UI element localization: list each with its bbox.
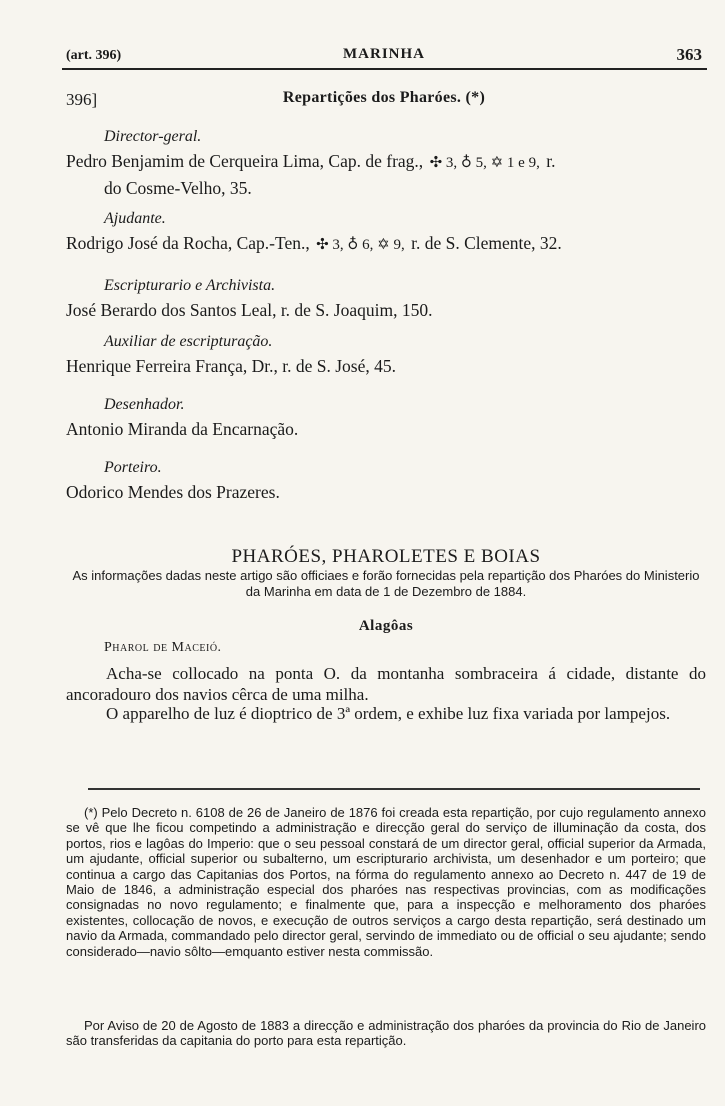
person-name: Odorico Mendes dos Prazeres.: [66, 482, 280, 502]
role-title: Desenhador.: [104, 396, 185, 413]
header-rule: [62, 68, 707, 70]
staff-entry: [66, 273, 706, 323]
person-name: Rodrigo José da Rocha, Cap.-Ten.,: [66, 233, 310, 253]
role-title: Porteiro.: [104, 459, 162, 476]
staff-entry: [66, 206, 706, 258]
staff-entry: [66, 124, 706, 201]
person-name: Henrique Ferreira França, Dr., r. de S. José, 45.: [66, 356, 396, 376]
decorations: ✣ 3, ♁ 5, ✡ 1 e 9,: [429, 155, 540, 171]
footnote-rule: [88, 788, 700, 790]
address-continuation: do Cosme-Velho, 35.: [104, 178, 252, 198]
lighthouse-paragraph: O apparelho de luz é dioptrico de 3ª ordem, e exhibe luz fixa variada por lampejos.: [106, 704, 671, 723]
address: r.: [546, 151, 556, 171]
role-title: Director-geral.: [104, 128, 202, 145]
header-article-ref: (art. 396): [66, 48, 122, 63]
address: r. de S. Clemente, 32.: [411, 233, 562, 253]
section-title: Repartições dos Pharóes.: [282, 89, 462, 106]
lighthouses-intro: As informações dadas neste artigo são officiaes e forão fornecidas pela repartição dos Pharóes do Ministerio da Marinha em data de 1 de Dezembro de 1884.: [72, 568, 700, 599]
lighthouse-name: Pharol de Maceió.: [104, 640, 222, 655]
role-title: Ajudante.: [104, 210, 166, 227]
person-name: José Berardo dos Santos Leal, r. de S. Joaquim, 150.: [66, 300, 433, 320]
section-number: 396]: [66, 90, 98, 109]
staff-entry: [66, 455, 706, 505]
decorations: ✣ 3, ♁ 6, ✡ 9,: [316, 237, 405, 253]
lighthouses-title: PHARÓES, PHAROLETES E BOIAS: [231, 546, 541, 567]
role-title: Auxiliar de escripturação.: [104, 333, 273, 350]
person-line: [66, 149, 706, 201]
role-title: Escripturario e Archivista.: [104, 277, 276, 294]
page-number: 363: [676, 45, 702, 64]
person-name: Antonio Miranda da Encarnação.: [66, 419, 299, 439]
footnote: Por Aviso de 20 de Agosto de 1883 a direcção e administração dos pharóes da provincia do Rio de Janeiro são transferidas da capitania do porto para esta repartição.: [66, 1018, 706, 1049]
lighthouse-paragraph: Acha-se collocado na ponta O. da montanha sombraceira á cidade, distante do ancoradouro dos navios cêrca de uma milha.: [66, 664, 706, 704]
person-name: Pedro Benjamim de Cerqueira Lima, Cap. de frag.,: [66, 151, 424, 171]
person-line: [66, 231, 706, 258]
section-heading: [66, 88, 702, 114]
region-heading: Alagôas: [358, 618, 414, 634]
staff-entry: [66, 329, 706, 379]
staff-entry: [66, 392, 706, 442]
footnote-ref: (*): [465, 89, 486, 106]
footnote: (*) Pelo Decreto n. 6108 de 26 de Janeiro de 1876 foi creada esta repartição, por cujo regulamento annexo se vê que lhe ficou competindo a administração e direcção geral do serviço de illuminação da costa, dos portos, rios e lagôas do Imperio: que o seu pessoal constará de um director geral, official superior da Armada, um ajudante, official superior ou subalterno, um escripturario archivista, um desenhador e um porteiro; que continua a cargo das Capitanias dos Portos, na fórma do regulamento annexo ao Decreto n. 447 de 19 de Maio de 1846, a administração especial dos pharóes nas respectivas provincias, com as modificações consignadas no novo regulamento; e finalmente que, para a inspecção e melhoramento dos pharóes existentes, collocação de novos, e execução de outros serviços a cargo desta repartição, será destinado um navio da Armada, commandado pelo director geral, servindo de immediato ou de official o seu ajudante; sendo considerado—navio sôlto—emquanto estiver nesta commissão.: [66, 805, 706, 959]
header-title: MARINHA: [343, 46, 425, 62]
running-header: [66, 44, 702, 68]
